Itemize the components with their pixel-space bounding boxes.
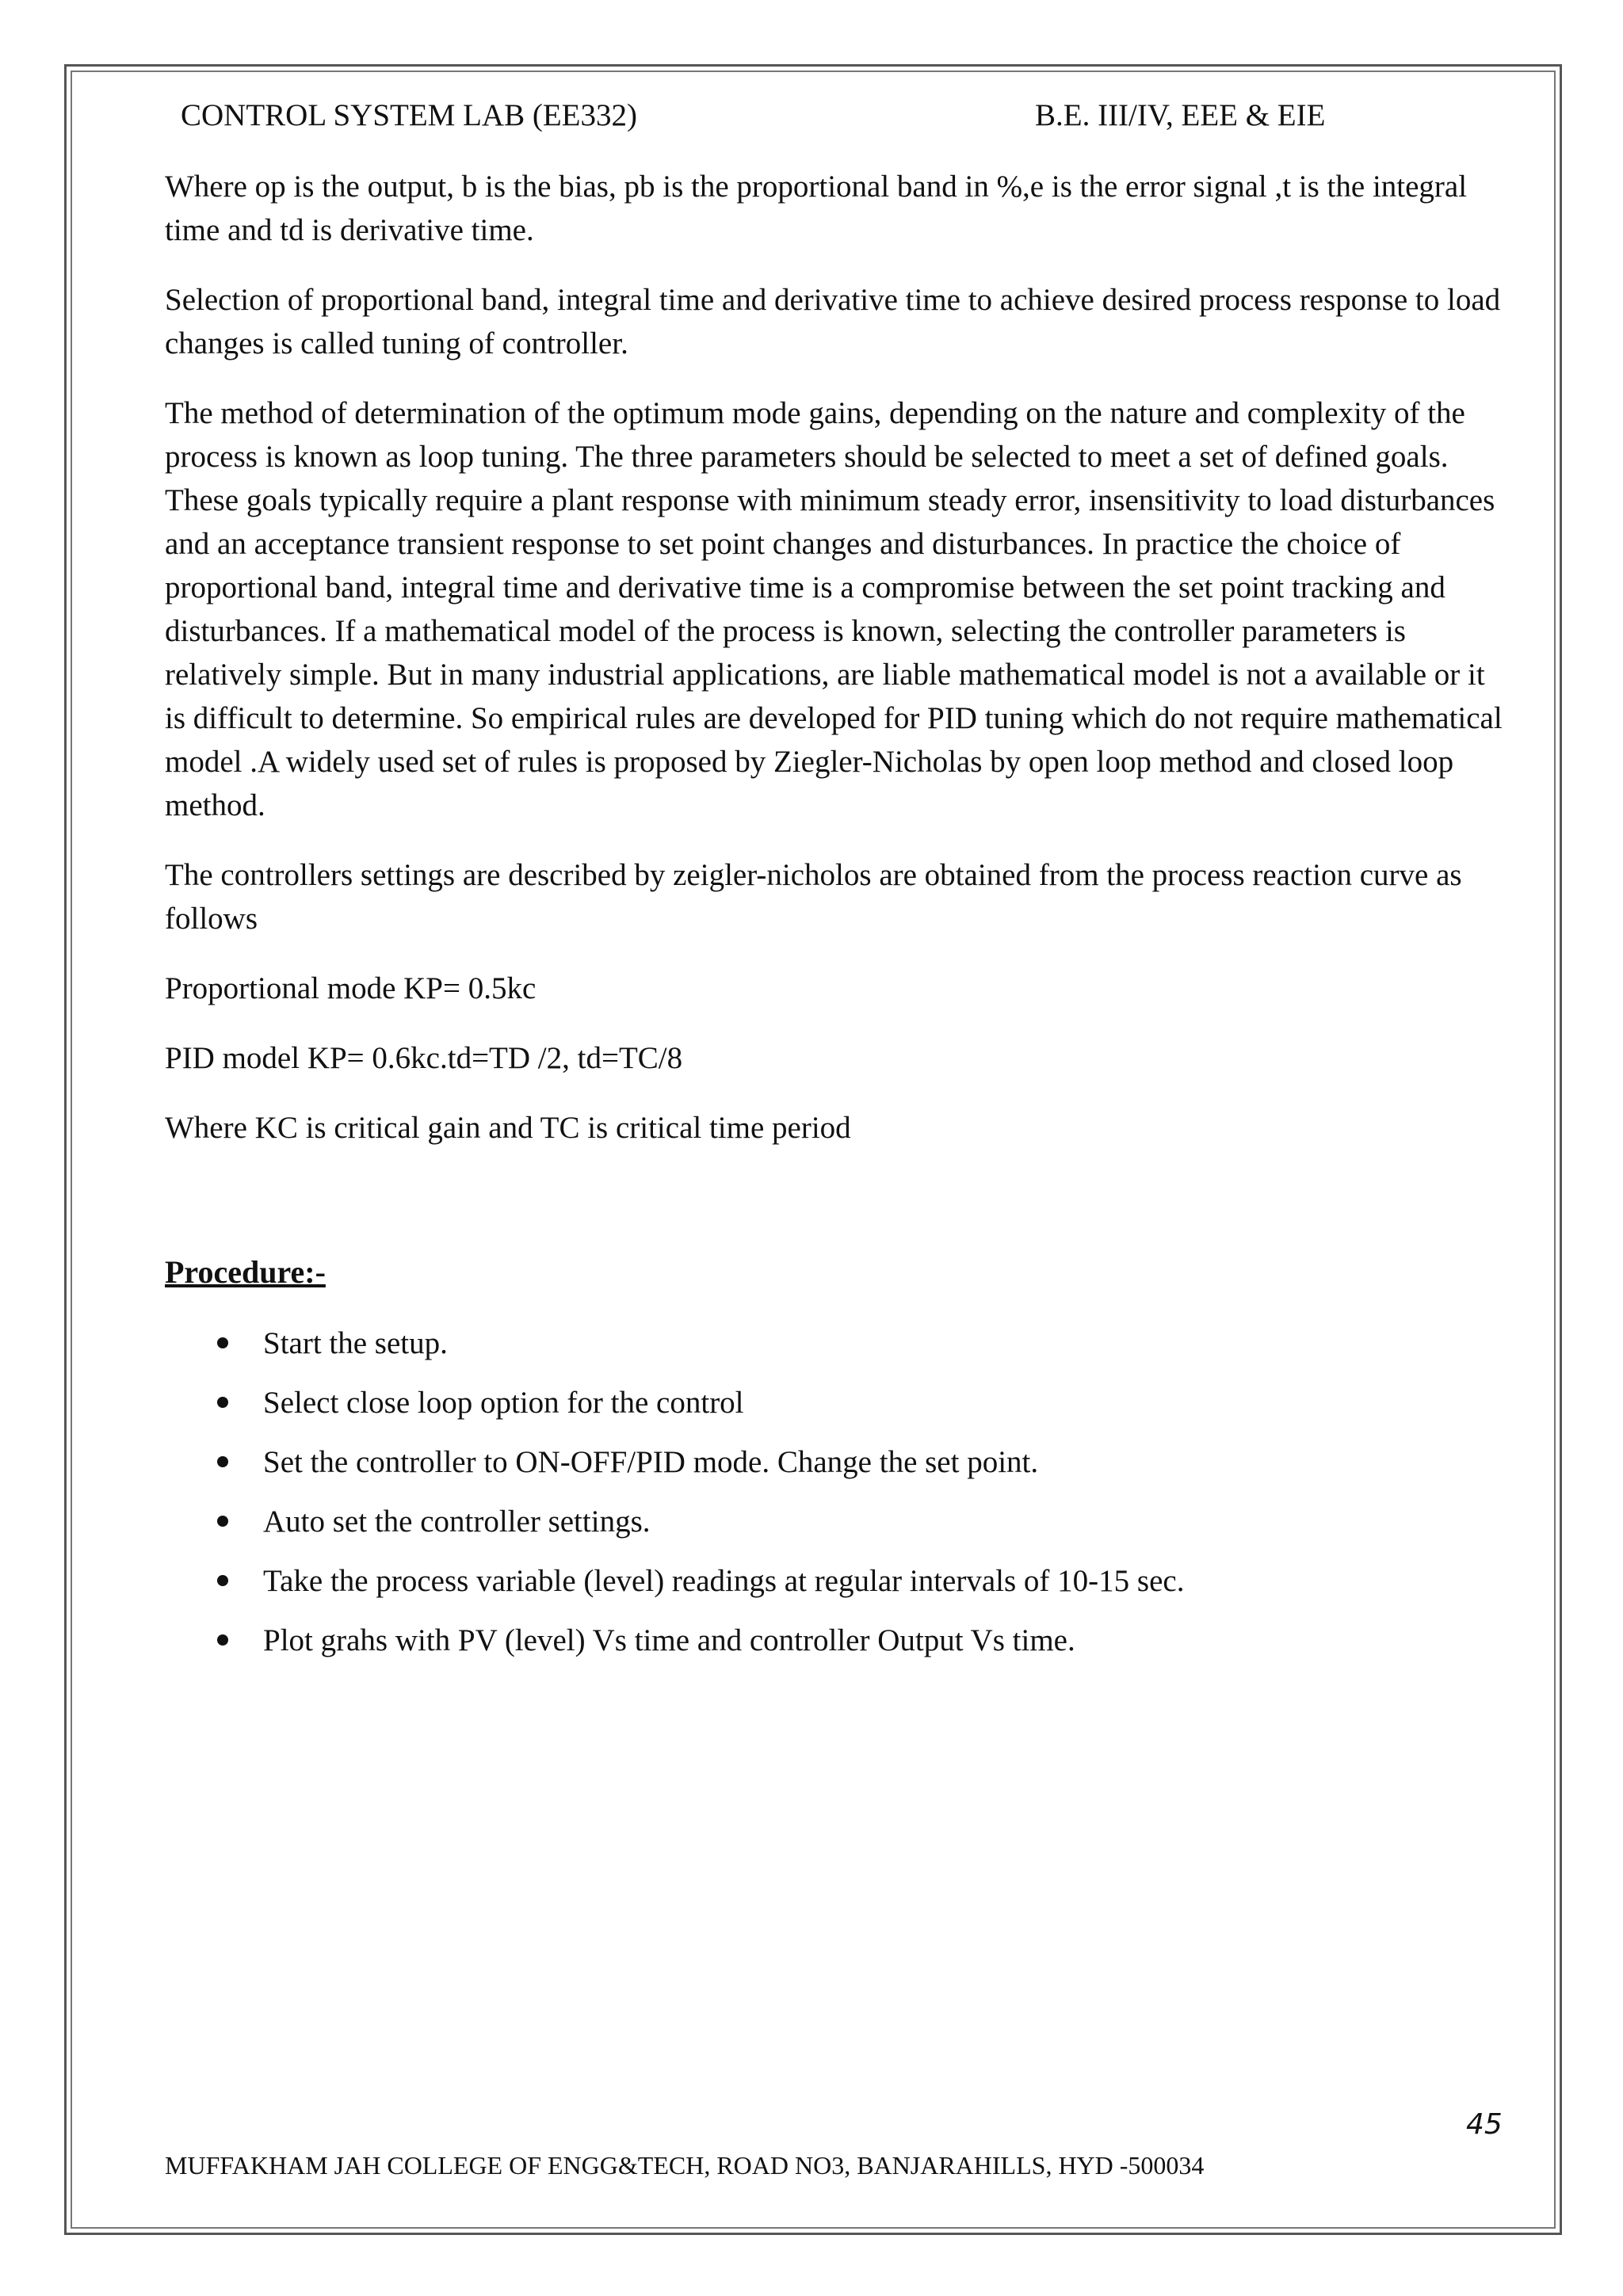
procedure-step	[165, 1322, 1512, 1381]
procedure-step-text: Plot grahs with PV (level) Vs time and controller Output Vs time.	[263, 1623, 1075, 1657]
procedure-step-text: Set the controller to ON-OFF/PID mode. Change the set point.	[263, 1445, 1039, 1479]
bullet-icon	[217, 1397, 228, 1408]
formula-proportional-mode: Proportional mode KP= 0.5kc	[165, 971, 537, 1005]
page-number: 45	[1466, 2108, 1503, 2141]
bullet-icon	[217, 1456, 228, 1467]
page-footer: MUFFAKHAM JAH COLLEGE OF ENGG&TECH, ROAD NO3, BANJARAHILLS, HYD -500034	[165, 2151, 1205, 2180]
procedure-heading: Procedure:-	[165, 1254, 326, 1290]
bullet-icon	[217, 1516, 228, 1527]
header-course-title: CONTROL SYSTEM LAB (EE332)	[181, 98, 637, 132]
paragraph-tuning-definition: Selection of proportional band, integral time and derivative time to achieve desired process response to load changes is called tuning of controller.	[165, 283, 1501, 360]
procedure-step-text: Take the process variable (level) readings at regular intervals of 10-15 sec.	[263, 1564, 1185, 1598]
bullet-icon	[217, 1575, 228, 1586]
procedure-step	[165, 1381, 1512, 1440]
bullet-icon	[217, 1634, 228, 1646]
paragraph-kc-tc-definition: Where KC is critical gain and TC is critical time period	[165, 1111, 851, 1145]
header-degree-info: B.E. III/IV, EEE & EIE	[1035, 98, 1326, 132]
procedure-step-text: Start the setup.	[263, 1326, 448, 1360]
paragraph-controller-settings: The controllers settings are described by zeigler-nicholos are obtained from the process reaction curve as follows	[165, 858, 1462, 936]
formula-pid-mode: PID model KP= 0.6kc.td=TD /2, td=TC/8	[165, 1041, 683, 1075]
body-text	[165, 165, 1512, 1176]
procedure-step-text: Select close loop option for the control	[263, 1386, 744, 1420]
paragraph-definitions: Where op is the output, b is the bias, pb is the proportional band in %,e is the error signal ,t is the integral time and td is derivative time.	[165, 170, 1468, 247]
procedure-step	[165, 1440, 1512, 1500]
bullet-icon	[217, 1337, 228, 1348]
procedure-step	[165, 1619, 1512, 1678]
procedure-step	[165, 1559, 1512, 1619]
paragraph-loop-tuning: The method of determination of the optimum mode gains, depending on the nature and complexity of the process is known as loop tuning. The three parameters should be selected to meet a set of defined goals. These goals typically require a plant response with minimum steady error, insensitivity to load disturbances and an acceptance transient response to set point changes and disturbances. In practice the choice of proportional band, integral time and derivative time is a compromise between the set point tracking and disturbances. If a mathematical model of the process is known, selecting the controller parameters is relatively simple. But in many industrial applications, are liable mathematical model is not a available or it is difficult to determine. So empirical rules are developed for PID tuning which do not require mathematical model .A widely used set of rules is proposed by Ziegler-Nicholas by open loop method and closed loop method.	[165, 396, 1503, 822]
procedure-step	[165, 1500, 1512, 1559]
procedure-list	[165, 1322, 1512, 1678]
procedure-step-text: Auto set the controller settings.	[263, 1505, 651, 1539]
